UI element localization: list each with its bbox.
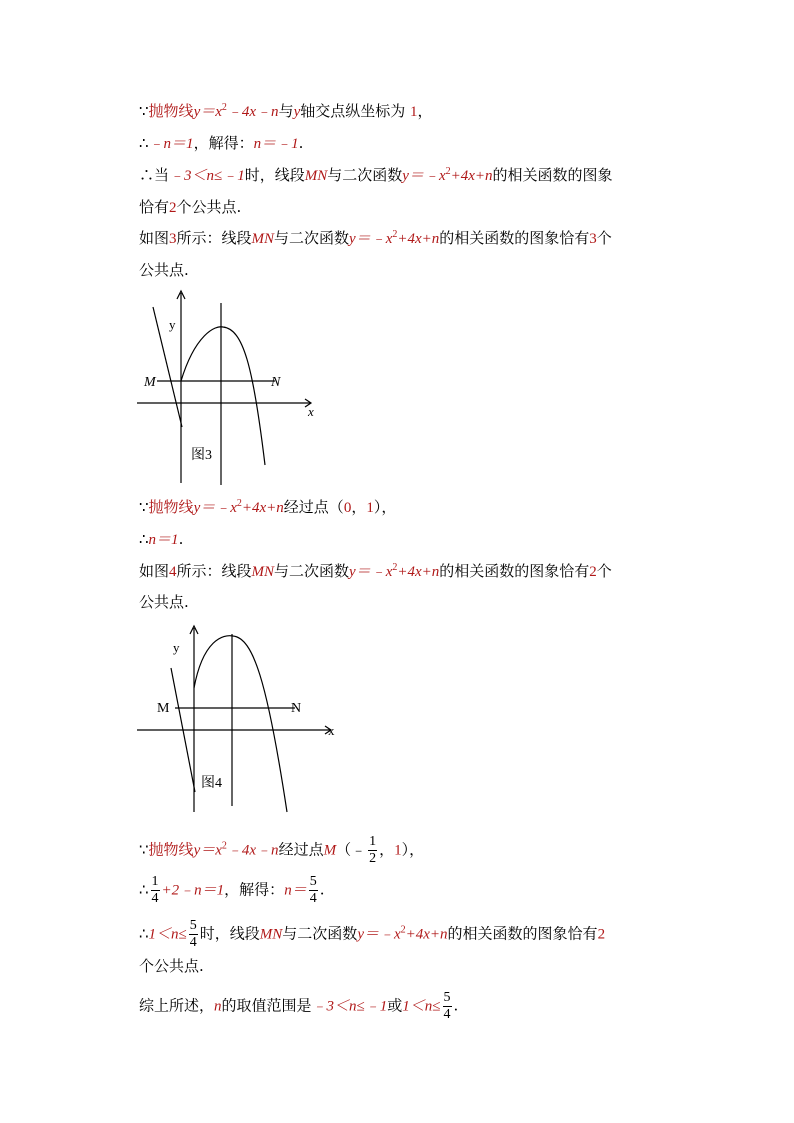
text-line-7: [139, 497, 396, 518]
text-line-15: [139, 990, 458, 1023]
n-label: N: [291, 701, 302, 716]
m-label: M: [157, 701, 170, 716]
denominator: 4: [309, 891, 317, 906]
text: 轴交点纵坐标为: [300, 102, 406, 120]
equation: +4x+n: [405, 926, 448, 943]
text: 的相关函数的图象恰有: [439, 229, 590, 247]
superscript: 2: [221, 102, 227, 113]
text-line-10: [139, 592, 189, 612]
text-line-12: [139, 874, 324, 907]
equation: y＝x: [193, 104, 222, 120]
text: 与: [278, 102, 294, 120]
text-line-2: [139, 133, 303, 154]
number: 1: [410, 104, 418, 120]
text: .: [178, 530, 184, 548]
number: 3: [169, 231, 177, 247]
equation: +4x+n: [397, 564, 440, 580]
text: 经过点（: [283, 498, 344, 516]
equation: n＝1: [148, 532, 179, 548]
number: 2: [169, 200, 177, 216]
text: 的相关函数的图象恰有: [447, 924, 598, 943]
text: 抛物线: [148, 842, 194, 859]
equation: y＝﹣x: [357, 926, 401, 943]
text: 公共点.: [139, 593, 189, 611]
text-line-6: [139, 260, 189, 280]
text: 如图: [139, 562, 170, 580]
text: .: [298, 134, 304, 152]
numerator: 1: [369, 834, 377, 849]
numerator: 5: [443, 990, 451, 1005]
numerator: 5: [309, 874, 317, 889]
superscript: 2: [400, 924, 406, 936]
text: 公共点.: [139, 261, 189, 279]
y-label: y: [169, 317, 176, 332]
text: 时，线段: [199, 924, 260, 943]
text-line-9: [139, 561, 612, 582]
text: 如图: [139, 229, 170, 247]
n-label: N: [271, 375, 281, 390]
equation: ﹣4x﹣n: [226, 104, 279, 120]
therefore-symbol: ∴: [139, 134, 149, 152]
text: 与二次函数: [274, 562, 350, 580]
text-line-11: [139, 834, 424, 867]
superscript: 2: [445, 166, 451, 177]
number: 4: [169, 564, 177, 580]
text: 抛物线: [148, 104, 194, 120]
because-symbol: ∵: [139, 498, 149, 516]
text-line-5: [139, 228, 612, 249]
text: ，解得：: [224, 880, 285, 899]
x-label: x: [308, 404, 314, 419]
text: ，解得：: [193, 134, 254, 152]
text: 与二次函数: [327, 166, 403, 184]
text: 个公共点.: [139, 957, 204, 975]
text-line-14: [139, 956, 204, 976]
therefore-symbol: ∴: [139, 880, 149, 899]
text: 与二次函数: [282, 924, 358, 943]
number: 1: [394, 842, 402, 859]
equation: ﹣3＜n≤﹣1: [169, 168, 245, 184]
therefore-symbol: ∴: [139, 166, 155, 184]
fraction: [443, 990, 452, 1023]
text-line-13: [139, 918, 605, 951]
because-symbol: ∵: [139, 102, 149, 120]
denominator: 2: [369, 851, 377, 866]
equation: +2﹣n＝1: [161, 882, 225, 899]
therefore-symbol: ∴: [139, 530, 149, 548]
variable: n: [214, 998, 222, 1015]
denominator: 4: [443, 1007, 451, 1022]
text: ，: [351, 498, 367, 516]
text-line-8: [139, 529, 183, 550]
y-label: y: [173, 640, 180, 655]
text: ），: [373, 498, 397, 516]
equation: n＝﹣1: [253, 136, 299, 152]
denominator: 4: [151, 891, 159, 906]
superscript: 2: [392, 229, 398, 240]
text: 经过点: [278, 840, 324, 859]
equation: y＝﹣x: [349, 564, 393, 580]
text: 的相关函数的图象: [492, 166, 613, 184]
fraction: [368, 834, 377, 867]
equation: 1＜n≤: [402, 998, 441, 1015]
denominator: 4: [189, 935, 197, 950]
text: 当: [154, 166, 170, 184]
text: （﹣: [336, 840, 367, 859]
text-line-1: [139, 101, 433, 122]
parabola: [181, 327, 265, 465]
segment-mn: MN: [304, 168, 328, 184]
text: 所示：线段: [176, 229, 252, 247]
text-line-4: [139, 197, 241, 218]
text: 个: [596, 562, 612, 580]
figure-4: [135, 620, 345, 820]
text: 与二次函数: [274, 229, 350, 247]
text: 或: [387, 996, 403, 1015]
point-m: M: [323, 842, 337, 859]
m-label: M: [144, 375, 156, 390]
equation: 1＜n≤: [148, 926, 187, 943]
figure-3: [135, 285, 335, 490]
equation: ﹣n＝1: [148, 136, 194, 152]
variable: y: [293, 104, 301, 120]
text: 所示：线段: [176, 562, 252, 580]
left-line: [153, 307, 182, 427]
segment-mn: MN: [259, 926, 283, 943]
equation: +4x+n: [397, 231, 440, 247]
superscript: 2: [221, 840, 227, 852]
equation: ﹣4x﹣n: [226, 842, 279, 859]
x-label: x: [328, 723, 335, 738]
text: ），: [401, 840, 425, 859]
text: 个: [596, 229, 612, 247]
superscript: 2: [236, 498, 242, 509]
figure-caption: 图3: [191, 448, 212, 463]
text: 个公共点.: [176, 198, 242, 216]
text: .: [319, 880, 325, 899]
equation: y＝x: [193, 842, 222, 859]
segment-mn: MN: [251, 564, 275, 580]
text-line-3: [139, 165, 613, 186]
numerator: 5: [189, 918, 197, 933]
therefore-symbol: ∴: [139, 924, 149, 943]
segment-mn: MN: [251, 231, 275, 247]
superscript: 2: [392, 562, 398, 573]
fraction: [151, 874, 160, 907]
fraction: [189, 918, 198, 951]
equation: +4x+n: [241, 500, 284, 516]
text: 的取值范围是: [221, 996, 312, 1015]
equation: n＝: [284, 882, 307, 899]
text: 的相关函数的图象恰有: [439, 562, 590, 580]
equation: y＝﹣x: [402, 168, 446, 184]
number: 2: [589, 564, 597, 580]
equation: ﹣3＜n≤﹣1: [311, 998, 388, 1015]
text: 时，线段: [244, 166, 305, 184]
text: 抛物线: [148, 500, 194, 516]
text: 综上所述，: [139, 996, 215, 1015]
text: ，: [379, 840, 395, 859]
fraction: [309, 874, 318, 907]
number: 1: [366, 500, 374, 516]
numerator: 1: [151, 874, 159, 889]
equation: y＝﹣x: [193, 500, 237, 516]
equation: +4x+n: [450, 168, 493, 184]
number: 2: [597, 926, 606, 943]
text: 恰有: [139, 198, 170, 216]
number: 3: [589, 231, 597, 247]
equation: y＝﹣x: [349, 231, 393, 247]
because-symbol: ∵: [139, 840, 149, 859]
number: 0: [343, 500, 352, 516]
figure-caption: 图4: [201, 776, 222, 791]
text: ，: [417, 102, 433, 120]
text: .: [453, 996, 459, 1015]
